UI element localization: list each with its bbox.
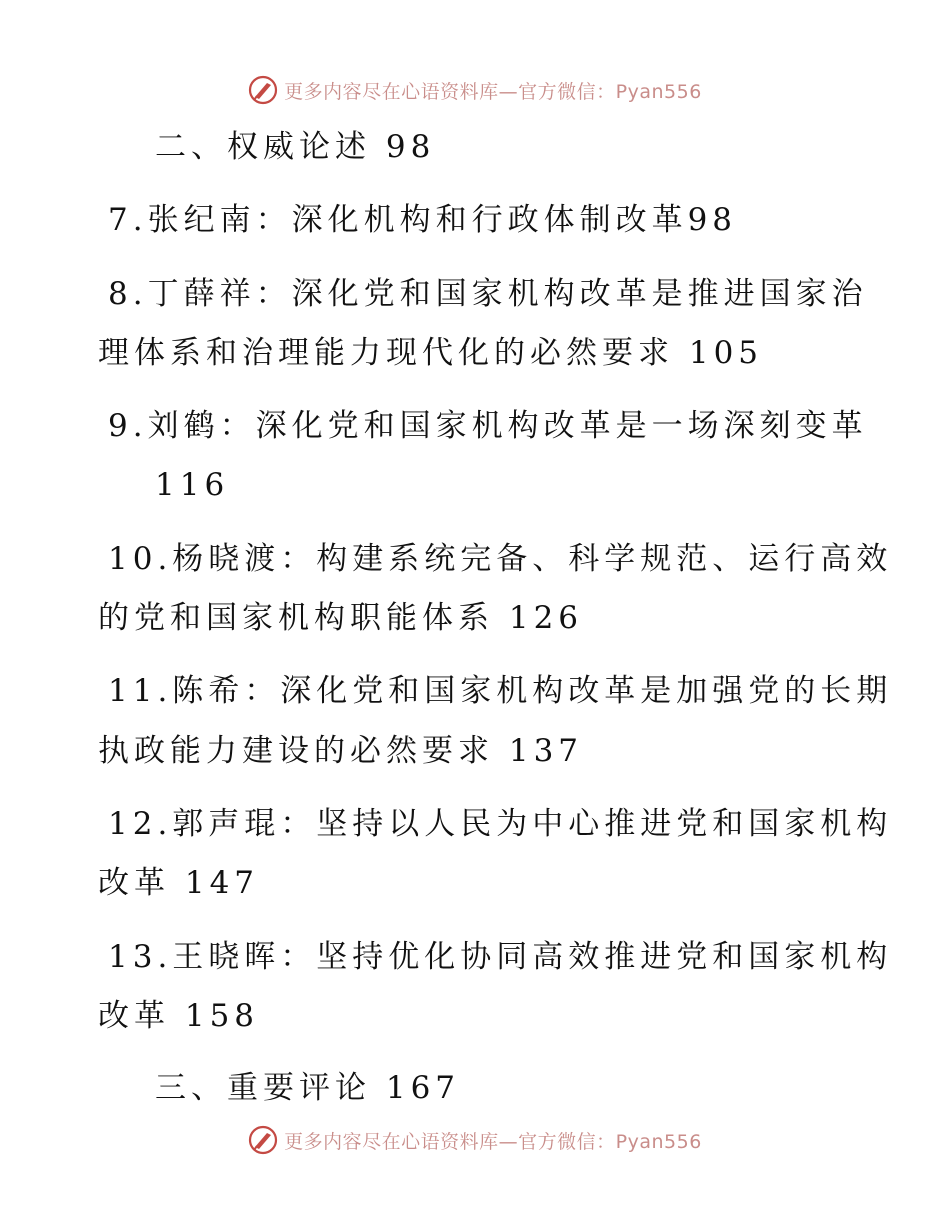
toc-entry-continuation: 理体系和治理能力现代化的必然要求 105 [98,335,764,371]
toc-entry-continuation: 116 [155,467,230,503]
toc-entry: 11.陈希：深化党和国家机构改革是加强党的长期 [108,673,893,709]
toc-entry: 7.张纪南：深化机构和行政体制改革98 [108,202,738,238]
toc-entry: 13.王晓晖：坚持优化协同高效推进党和国家机构 [108,939,893,975]
toc-section-heading: 二、权威论述 98 [155,129,436,165]
toc-entry: 9.刘鹤：深化党和国家机构改革是一场深刻变革 [108,408,868,444]
watermark-footer [0,1120,950,1160]
toc-entry-continuation: 执政能力建设的必然要求 137 [98,733,584,769]
toc-entry-continuation: 改革 158 [98,998,260,1034]
toc-entry: 10.杨晓渡：构建系统完备、科学规范、运行高效 [108,541,893,577]
watermark-text: 更多内容尽在心语资料库—官方微信：Pyan556 [284,1130,702,1153]
toc-entry: 8.丁薛祥：深化党和国家机构改革是推进国家治 [108,276,868,312]
quill-pen-icon [248,75,278,105]
watermark-text: 更多内容尽在心语资料库—官方微信：Pyan556 [284,80,702,103]
toc-section-heading: 三、重要评论 167 [155,1070,461,1106]
quill-pen-icon [248,1125,278,1155]
toc-entry-continuation: 改革 147 [98,865,260,901]
watermark-header [0,70,950,110]
toc-entry: 12.郭声琨：坚持以人民为中心推进党和国家机构 [108,806,893,842]
toc-entry-continuation: 的党和国家机构职能体系 126 [98,600,584,636]
